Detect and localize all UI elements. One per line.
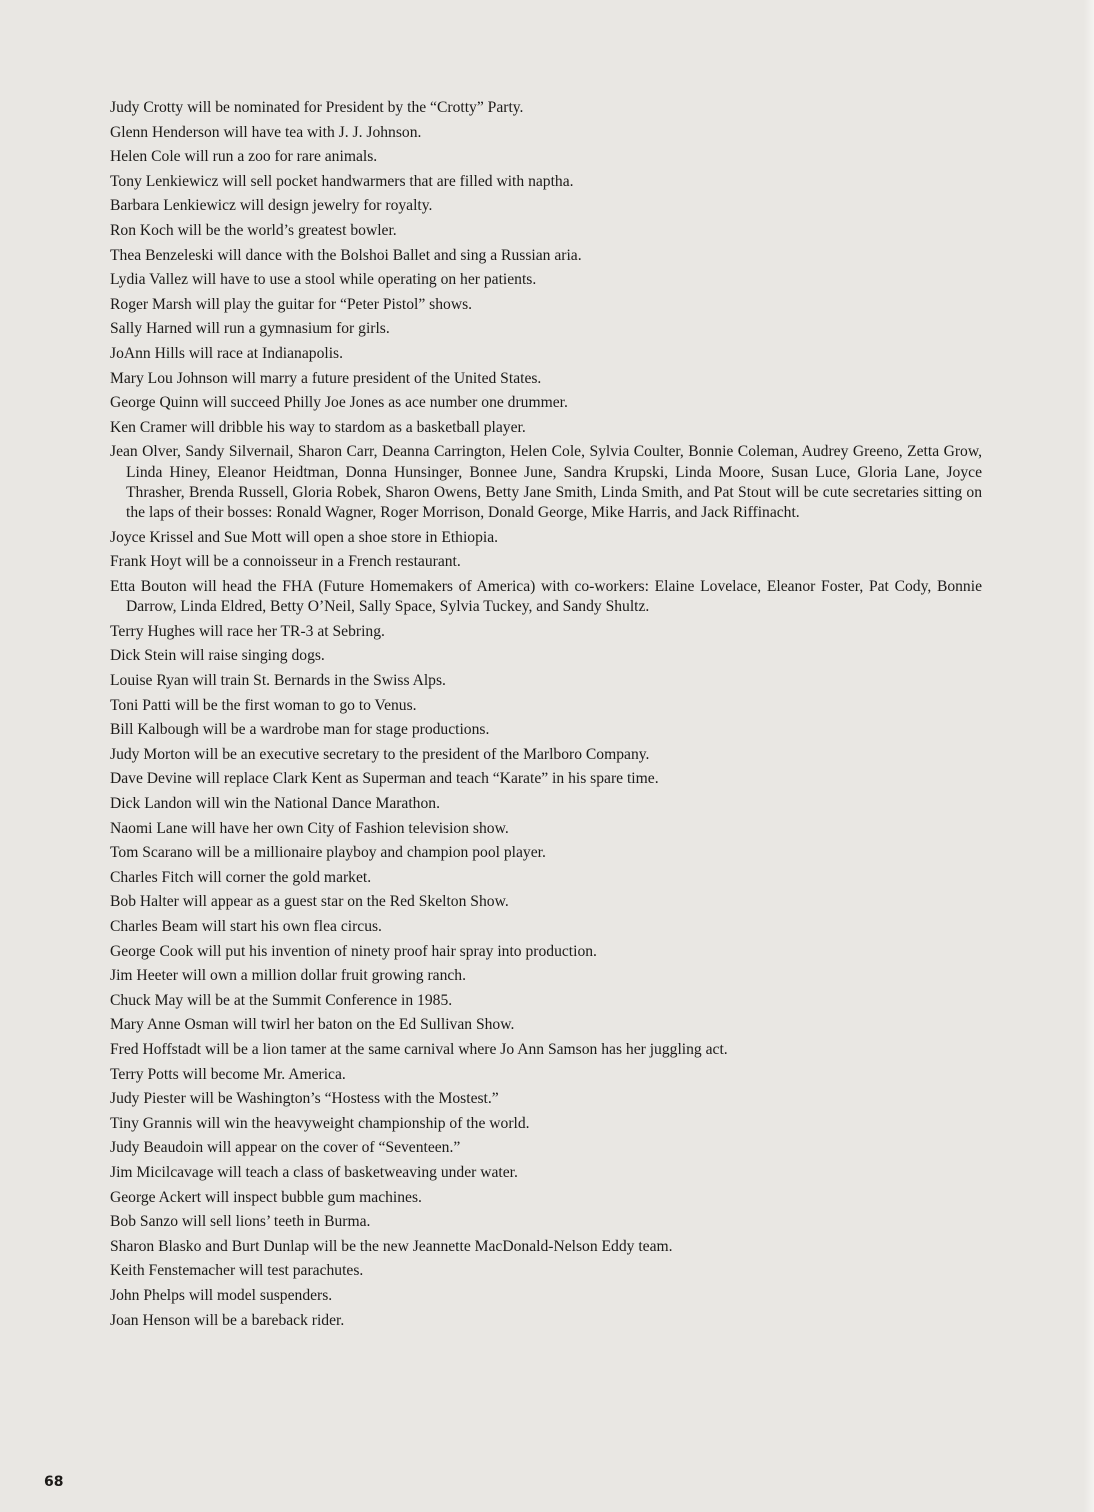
list-item: Etta Bouton will head the FHA (Future Homemakers of America) with co-workers: Elaine Lovelace, Eleanor Foster, Pat Cody, Bonnie Darrow, Linda Eldred, Betty O’Neil, Sally Space, Sylvia Tuckey, and Sandy Shultz. bbox=[110, 577, 982, 616]
list-item: Tony Lenkiewicz will sell pocket handwarmers that are filled with naptha. bbox=[110, 172, 574, 190]
list-item: Sally Harned will run a gymnasium for girls. bbox=[110, 320, 390, 338]
list-item: Helen Cole will run a zoo for rare animals. bbox=[110, 148, 378, 166]
list-item: Roger Marsh will play the guitar for “Peter Pistol” shows. bbox=[110, 295, 473, 313]
list-item: Fred Hoffstadt will be a lion tamer at the same carnival where Jo Ann Samson has her juggling act. bbox=[110, 1040, 728, 1058]
list-item: Terry Hughes will race her TR-3 at Sebring. bbox=[110, 622, 385, 640]
list-item: JoAnn Hills will race at Indianapolis. bbox=[110, 344, 343, 362]
list-item: George Ackert will inspect bubble gum machines. bbox=[110, 1188, 422, 1206]
list-item: Judy Crotty will be nominated for President by the “Crotty” Party. bbox=[110, 99, 524, 116]
list-item: Naomi Lane will have her own City of Fashion television show. bbox=[110, 819, 509, 837]
list-item: Glenn Henderson will have tea with J. J. Johnson. bbox=[110, 123, 422, 141]
list-item: Sharon Blasko and Burt Dunlap will be the new Jeannette MacDonald-Nelson Eddy team. bbox=[110, 1237, 673, 1255]
list-item: Mary Lou Johnson will marry a future president of the United States. bbox=[110, 369, 542, 387]
list-item: Joan Henson will be a bareback rider. bbox=[110, 1311, 345, 1329]
list-item: George Quinn will succeed Philly Joe Jones as ace number one drummer. bbox=[110, 394, 568, 412]
list-item: Bill Kalbough will be a wardrobe man for stage productions. bbox=[110, 721, 490, 739]
list-item: Keith Fenstemacher will test parachutes. bbox=[110, 1262, 364, 1280]
list-item: Joyce Krissel and Sue Mott will open a shoe store in Ethiopia. bbox=[110, 528, 499, 546]
page-number: 68 bbox=[44, 1474, 64, 1490]
list-item: Dick Stein will raise singing dogs. bbox=[110, 647, 325, 665]
prophecy-list bbox=[110, 98, 982, 1335]
list-item: Ken Cramer will dribble his way to stardom as a basketball player. bbox=[110, 418, 526, 436]
list-item: Tiny Grannis will win the heavyweight championship of the world. bbox=[110, 1114, 530, 1132]
list-item: Thea Benzeleski will dance with the Bolshoi Ballet and sing a Russian aria. bbox=[110, 246, 582, 264]
list-item: Frank Hoyt will be a connoisseur in a French restaurant. bbox=[110, 553, 461, 571]
list-item: Dave Devine will replace Clark Kent as Superman and teach “Karate” in his spare time. bbox=[110, 770, 659, 788]
list-item: George Cook will put his invention of ninety proof hair spray into production. bbox=[110, 942, 597, 960]
list-item: Ron Koch will be the world’s greatest bowler. bbox=[110, 221, 397, 239]
list-item: Mary Anne Osman will twirl her baton on the Ed Sullivan Show. bbox=[110, 1016, 515, 1034]
list-item: Chuck May will be at the Summit Conference in 1985. bbox=[110, 991, 453, 1009]
list-item: Judy Piester will be Washington’s “Hostess with the Mostest.” bbox=[110, 1090, 499, 1108]
list-item: Dick Landon will win the National Dance Marathon. bbox=[110, 795, 440, 813]
list-item: Charles Fitch will corner the gold market. bbox=[110, 868, 372, 886]
list-item: Toni Patti will be the first woman to go to Venus. bbox=[110, 696, 417, 714]
list-item: Jim Heeter will own a million dollar fruit growing ranch. bbox=[110, 967, 466, 985]
list-item: Louise Ryan will train St. Bernards in the Swiss Alps. bbox=[110, 672, 446, 690]
list-item: Bob Sanzo will sell lions’ teeth in Burma. bbox=[110, 1213, 371, 1231]
list-item: Tom Scarano will be a millionaire playboy and champion pool player. bbox=[110, 844, 546, 862]
list-item: Barbara Lenkiewicz will design jewelry for royalty. bbox=[110, 197, 433, 215]
list-item: John Phelps will model suspenders. bbox=[110, 1286, 333, 1304]
list-item: Jim Micilcavage will teach a class of basketweaving under water. bbox=[110, 1163, 518, 1181]
list-item: Jean Olver, Sandy Silvernail, Sharon Carr, Deanna Carrington, Helen Cole, Sylvia Coulter, Bonnie Coleman, Audrey Greeno, Zetta Grow, Linda Hiney, Eleanor Heidtman, Donna Hunsinger, Bonnee June, Sandra Krupski, Linda Moore, Susan Luce, Gloria Lane, Joyce Thrasher, Brenda Russell, Gloria Robek, Sharon Owens, Betty Jane Smith, Linda Smith, and Pat Stout will be cute secretaries sitting on the laps of their bosses: Ronald Wagner, Roger Morrison, Donald George, Mike Harris, and Jack Riffinacht. bbox=[110, 443, 982, 522]
list-item: Bob Halter will appear as a guest star on the Red Skelton Show. bbox=[110, 893, 509, 911]
list-item: Judy Morton will be an executive secretary to the president of the Marlboro Company. bbox=[110, 745, 650, 763]
list-item: Lydia Vallez will have to use a stool while operating on her patients. bbox=[110, 271, 537, 289]
list-item: Terry Potts will become Mr. America. bbox=[110, 1065, 346, 1083]
list-item: Judy Beaudoin will appear on the cover of “Seventeen.” bbox=[110, 1139, 461, 1157]
page-edge bbox=[1084, 0, 1094, 1512]
list-item: Charles Beam will start his own flea circus. bbox=[110, 918, 382, 935]
